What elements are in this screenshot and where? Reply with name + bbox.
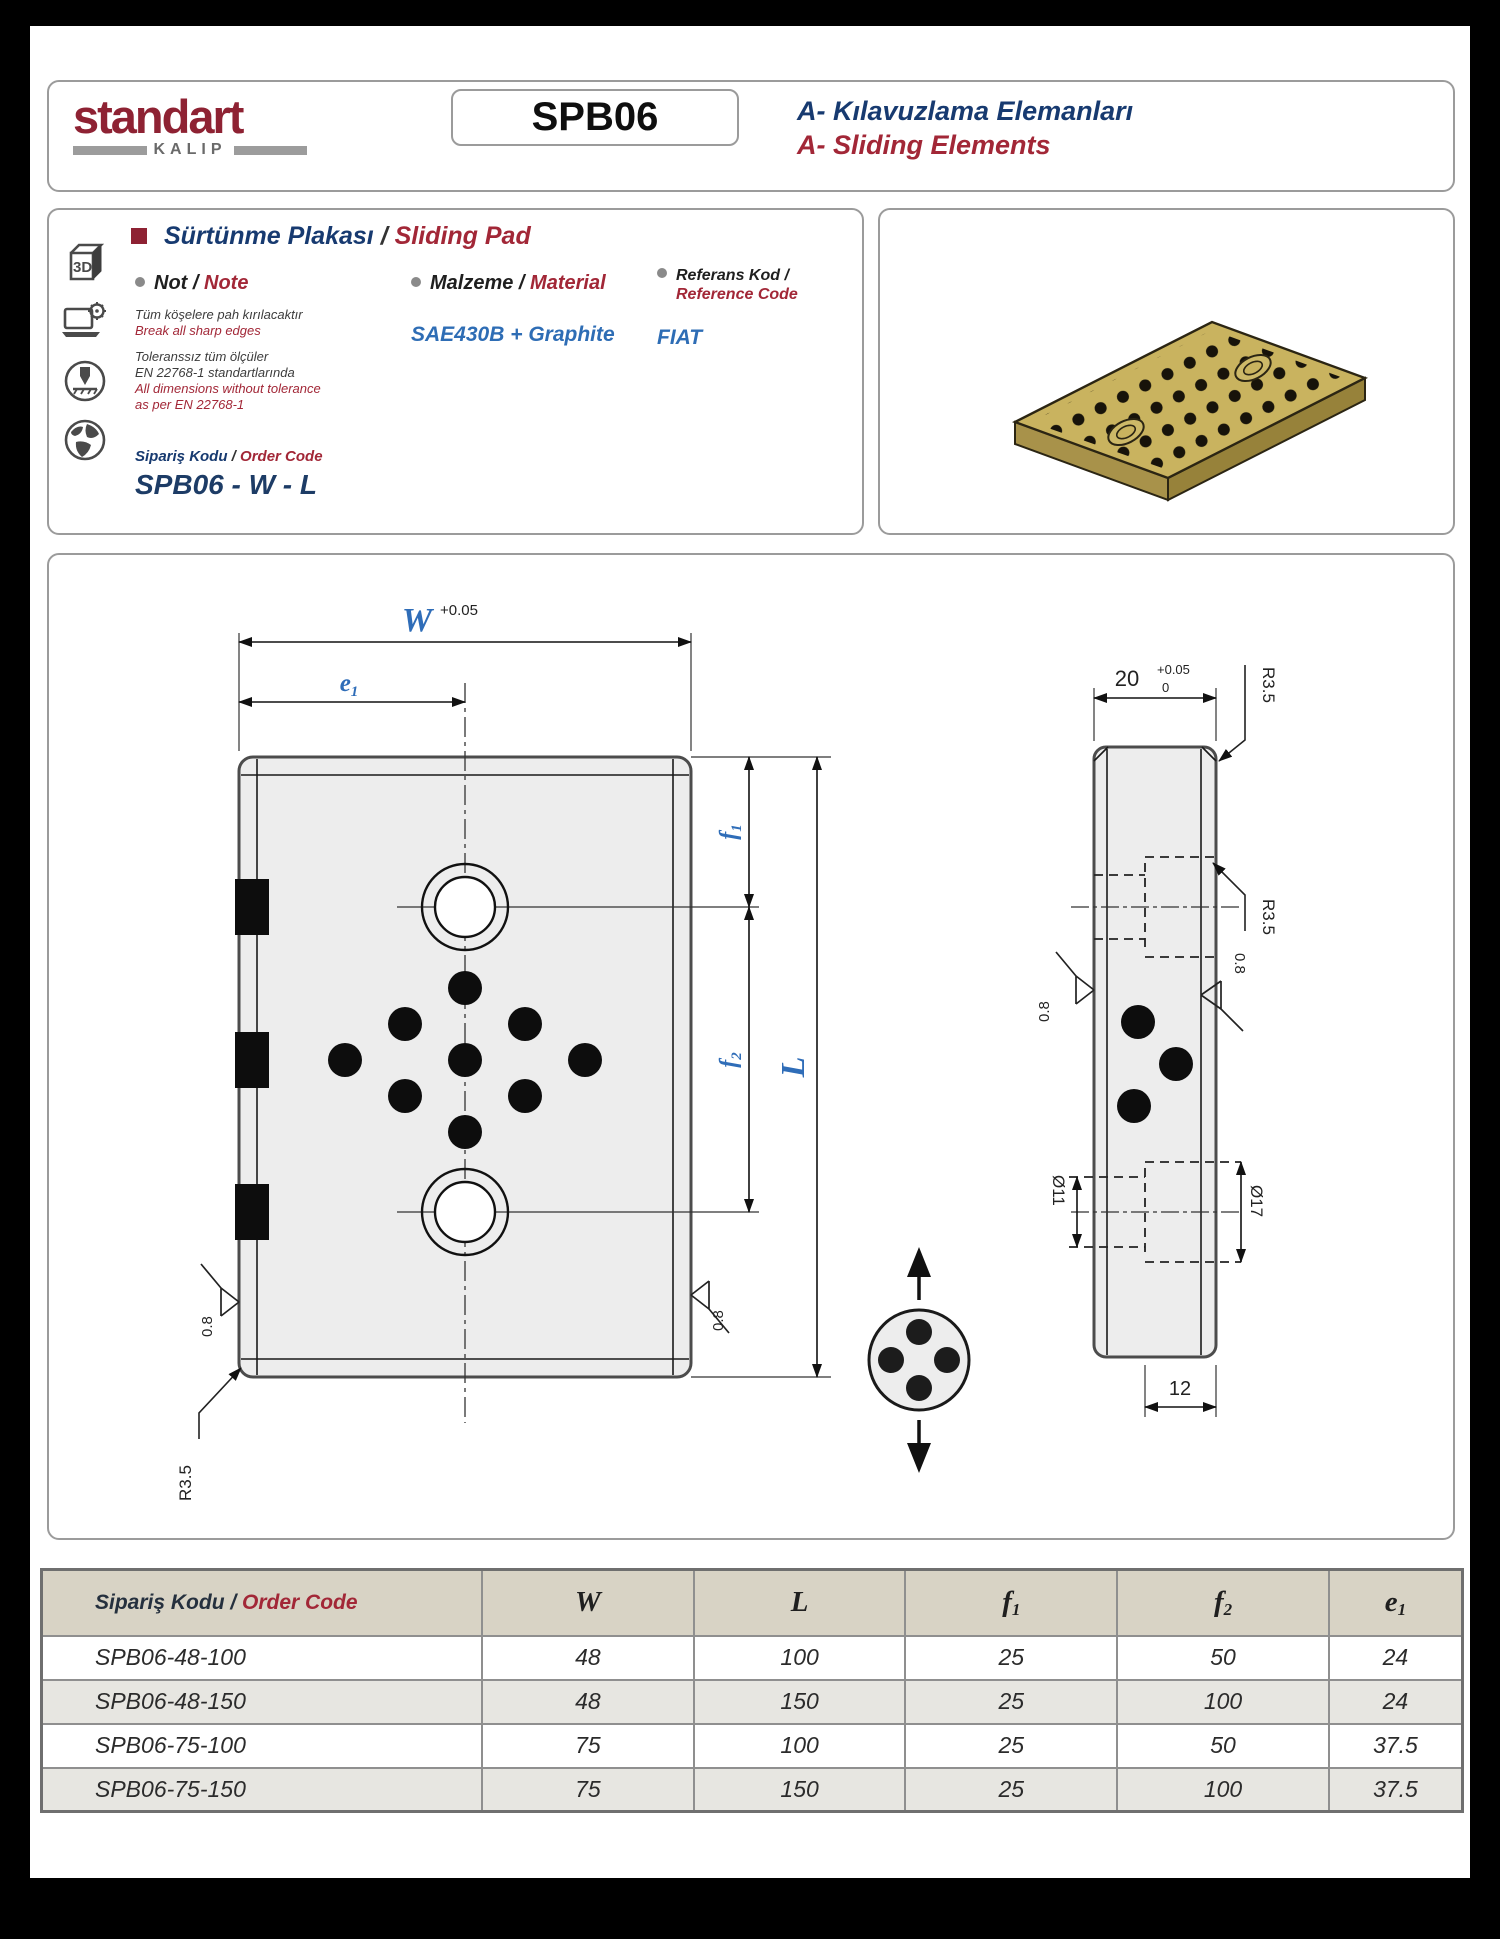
plug-detail-view	[869, 1247, 969, 1473]
cell-l: 100	[694, 1636, 906, 1680]
dim-width-label: W	[401, 602, 433, 639]
cell-e1: 37.5	[1329, 1724, 1463, 1768]
dim-thickness-tol-upper: +0.05	[1157, 662, 1190, 677]
cell-l: 150	[694, 1768, 906, 1812]
cell-w: 75	[482, 1768, 694, 1812]
logo-bar-left	[73, 146, 147, 155]
dimension-table	[40, 1568, 1464, 1813]
order-code-section	[135, 448, 323, 501]
dim-width-tolerance: +0.05	[440, 602, 478, 619]
col-header-l: L	[694, 1570, 906, 1636]
table-row	[42, 1768, 1463, 1812]
cell-f2: 100	[1117, 1768, 1329, 1812]
col-header-f1: $f_1$	[905, 1570, 1117, 1636]
surface-roughness-symbol	[691, 1281, 729, 1333]
dim-cbore-dia-label: Ø17	[1247, 1185, 1266, 1218]
machining-icon	[62, 358, 108, 404]
cad-data-icon	[62, 299, 108, 345]
cell-l: 100	[694, 1724, 906, 1768]
dim-cbore-depth-label: 12	[1168, 1378, 1192, 1400]
col-header-w: W	[482, 1570, 694, 1636]
radius-callout	[1213, 863, 1278, 935]
order-code-label: Sipariş Kodu / Order Code	[135, 448, 323, 465]
cell-l: 150	[694, 1680, 906, 1724]
cell-f2: 100	[1117, 1680, 1329, 1724]
cell-w: 48	[482, 1636, 694, 1680]
order-code-value: SPB06 - W - L	[135, 469, 318, 500]
dim-f2-label: f2	[716, 1052, 745, 1068]
material-value: SAE430B + Graphite	[411, 323, 615, 346]
product-code-box	[451, 89, 739, 146]
material-label: Malzeme / Material	[411, 272, 641, 295]
part-title-en: Sliding Pad	[394, 222, 531, 250]
note-label: Not / Note	[135, 272, 385, 295]
dim-thickness-label: 20	[1114, 666, 1140, 691]
svg-text:0.8: 0.8	[1036, 1001, 1053, 1022]
cell-order-code: SPB06-75-100	[42, 1724, 483, 1768]
cell-f1: 25	[905, 1636, 1117, 1680]
table-row	[42, 1680, 1463, 1724]
material-section	[411, 272, 641, 347]
dim-f1-label: f1	[716, 824, 745, 840]
svg-text:R3.5: R3.5	[176, 1465, 195, 1501]
pad-side-outline	[1094, 747, 1216, 1357]
col-header-order-code: Sipariş Kodu / Order Code	[42, 1570, 483, 1636]
cell-f1: 25	[905, 1768, 1117, 1812]
graphite-plug-edge	[235, 1032, 269, 1088]
product-code: SPB06	[531, 95, 659, 139]
brand-subtitle-row	[73, 141, 307, 159]
technical-drawing-panel	[47, 553, 1455, 1540]
info-panel	[47, 208, 864, 535]
col-header-e1: $e_1$	[1329, 1570, 1463, 1636]
dim-length-label: L	[775, 1056, 812, 1078]
reference-section	[657, 266, 857, 350]
brand-logo	[73, 90, 313, 159]
dim-hole-dia-label: Ø11	[1049, 1175, 1068, 1206]
cell-f2: 50	[1117, 1636, 1329, 1680]
cell-w: 75	[482, 1724, 694, 1768]
table-row	[42, 1724, 1463, 1768]
slide-direction-arrow-up	[907, 1247, 931, 1277]
radius-callout	[1219, 665, 1278, 761]
slide-direction-arrow-down	[907, 1443, 931, 1473]
note-section	[135, 272, 385, 413]
product-3d-render	[880, 210, 1452, 532]
cell-w: 48	[482, 1680, 694, 1724]
svg-text:0.8: 0.8	[199, 1316, 216, 1337]
dim-thickness-tol-lower: 0	[1162, 680, 1170, 695]
category-titles	[797, 94, 1133, 162]
cell-order-code: SPB06-75-150	[42, 1768, 483, 1812]
note-text: Tüm köşelere pah kırılacaktır Break all sharp edges Toleranssız tüm ölçüler EN 22768-1 standartlarında All dimensions without tolerance as per EN 22768-1	[135, 307, 321, 412]
cell-order-code: SPB06-48-150	[42, 1680, 483, 1724]
title-square-icon	[131, 228, 147, 244]
cell-f1: 25	[905, 1680, 1117, 1724]
bullet-icon	[135, 277, 145, 287]
category-title-tr: A- Kılavuzlama Elemanları	[797, 96, 1134, 126]
brand-subname: KALIP	[153, 141, 227, 158]
svg-text:0.8: 0.8	[710, 1310, 727, 1331]
front-view	[176, 602, 831, 1501]
cell-e1: 37.5	[1329, 1768, 1463, 1812]
svg-text:0.8: 0.8	[1231, 953, 1248, 974]
svg-text:R3.5: R3.5	[1259, 899, 1278, 935]
bullet-icon	[657, 268, 667, 278]
surface-roughness-symbol	[1036, 952, 1094, 1022]
reference-value: FIAT	[657, 326, 703, 349]
svg-text:3D: 3D	[73, 259, 93, 276]
side-view	[1036, 662, 1278, 1417]
globe-icon	[62, 417, 108, 463]
surface-roughness-symbol	[199, 1264, 239, 1337]
datasheet-page	[30, 26, 1470, 1878]
cell-e1: 24	[1329, 1636, 1463, 1680]
header	[47, 80, 1455, 192]
cell-f1: 25	[905, 1724, 1117, 1768]
table-row	[42, 1636, 1463, 1680]
category-title-en: A- Sliding Elements	[797, 130, 1051, 160]
cell-order-code: SPB06-48-100	[42, 1636, 483, 1680]
radius-callout	[176, 1368, 241, 1501]
brand-name: standart	[73, 90, 243, 143]
cell-e1: 24	[1329, 1680, 1463, 1724]
table-header-row	[42, 1570, 1463, 1636]
cell-f2: 50	[1117, 1724, 1329, 1768]
part-title-tr: Sürtünme Plakası	[163, 222, 374, 250]
logo-bar-right	[234, 146, 308, 155]
graphite-plug-edge	[235, 1184, 269, 1240]
technical-drawing	[49, 555, 1452, 1537]
svg-text:R3.5: R3.5	[1259, 667, 1278, 703]
product-render-panel	[878, 208, 1455, 535]
part-title: Sürtünme Plakası / Sliding Pad	[131, 222, 531, 251]
col-header-f2: $f_2$	[1117, 1570, 1329, 1636]
reference-label: Referans Kod / Reference Code	[657, 266, 857, 304]
graphite-plug-edge	[235, 879, 269, 935]
dim-e1-label: e1	[339, 670, 359, 700]
3d-view-icon	[62, 240, 108, 286]
bullet-icon	[411, 277, 421, 287]
feature-icons	[59, 240, 111, 476]
